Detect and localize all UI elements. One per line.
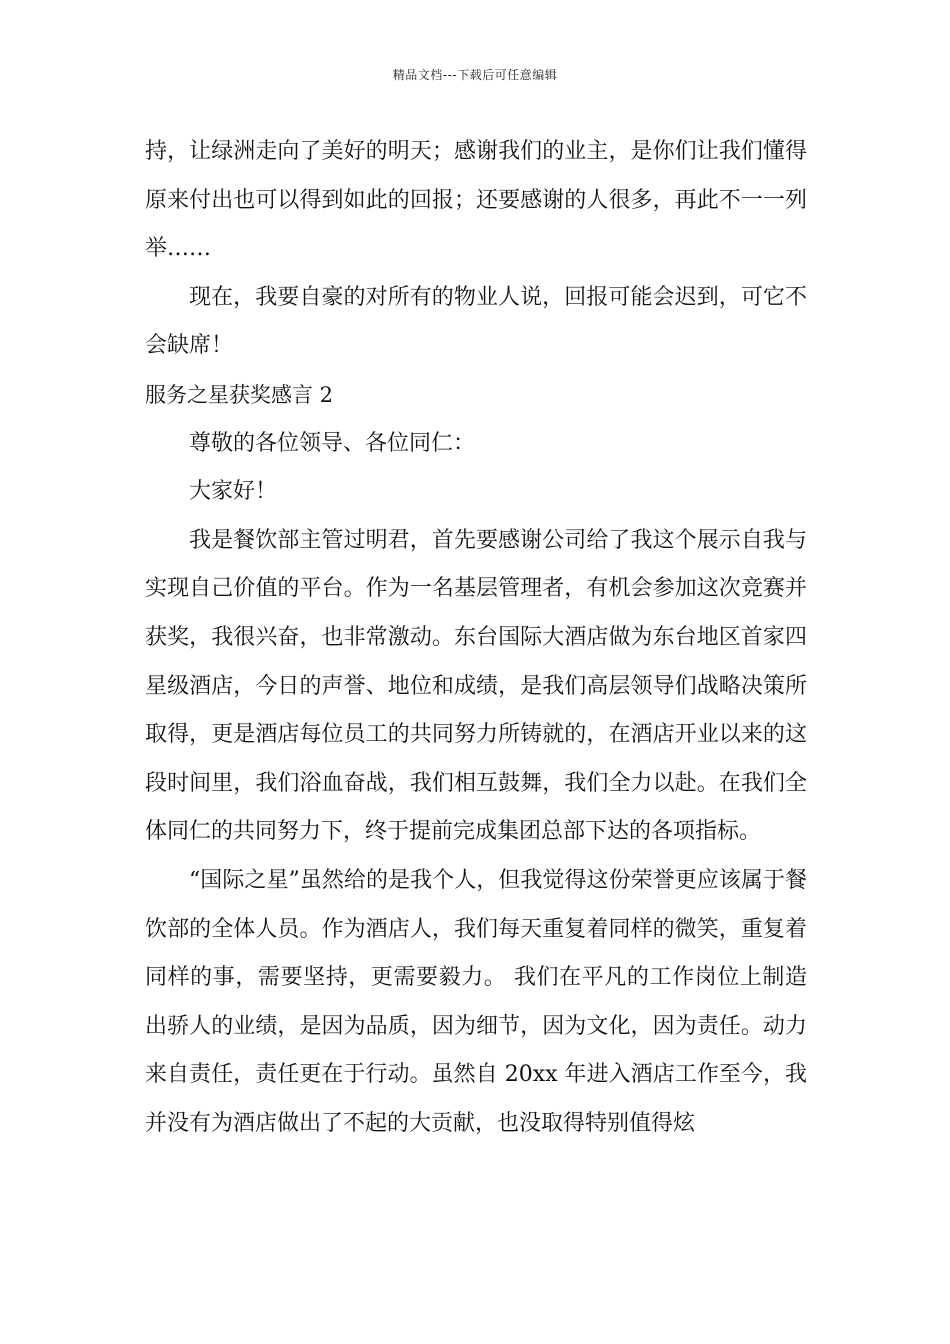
document-body <box>145 128 807 1148</box>
paragraph-closing: 现在，我要自豪的对所有的物业人说，回报可能会迟到，可它不会缺席！ <box>145 284 807 359</box>
paragraph-honor: “国际之星”虽然给的是我个人，但我觉得这份荣誉更应该属于餐饮部的全体人员。作为酒店人，我们每天重复着同样的微笑，重复着同样的事，需要坚持，更需要毅力。 我们在平凡的工作岗位上制造出骄人的业绩，是因为品质，因为细节，因为文化，因为责任。动力来自责任，责任更在于行动。虽然自 20xx 年进入酒店工作至今，我并没有为酒店做出了不起的大贡献，也没取得特别值得炫 <box>145 867 807 1136</box>
greeting: 大家好！ <box>189 479 278 505</box>
salutation: 尊敬的各位领导、各位同仁： <box>189 430 476 456</box>
section-title: 服务之星获奖感言 2 <box>145 382 334 407</box>
paragraph-continuation: 持，让绿洲走向了美好的明天；感谢我们的业主，是你们让我们懂得原来付出也可以得到如此的回报；还要感谢的人很多，再此不一一列举…… <box>145 139 807 262</box>
paragraph-intro: 我是餐饮部主管过明君，首先要感谢公司给了我这个展示自我与实现自己价值的平台。作为一名基层管理者，有机会参加这次竞赛并获奖，我很兴奋，也非常激动。东台国际大酒店做为东台地区首家四星级酒店，今日的声誉、地位和成绩，是我们高层领导们战略决策所取得，更是酒店每位员工的共同努力所铸就的，在酒店开业以来的这段时间里，我们浴血奋战，我们相互鼓舞，我们全力以赴。在我们全体同仁的共同努力下，终于提前完成集团总部下达的各项指标。 <box>145 527 807 845</box>
page-header: 精品文档---下载后可任意编辑 <box>392 68 558 82</box>
